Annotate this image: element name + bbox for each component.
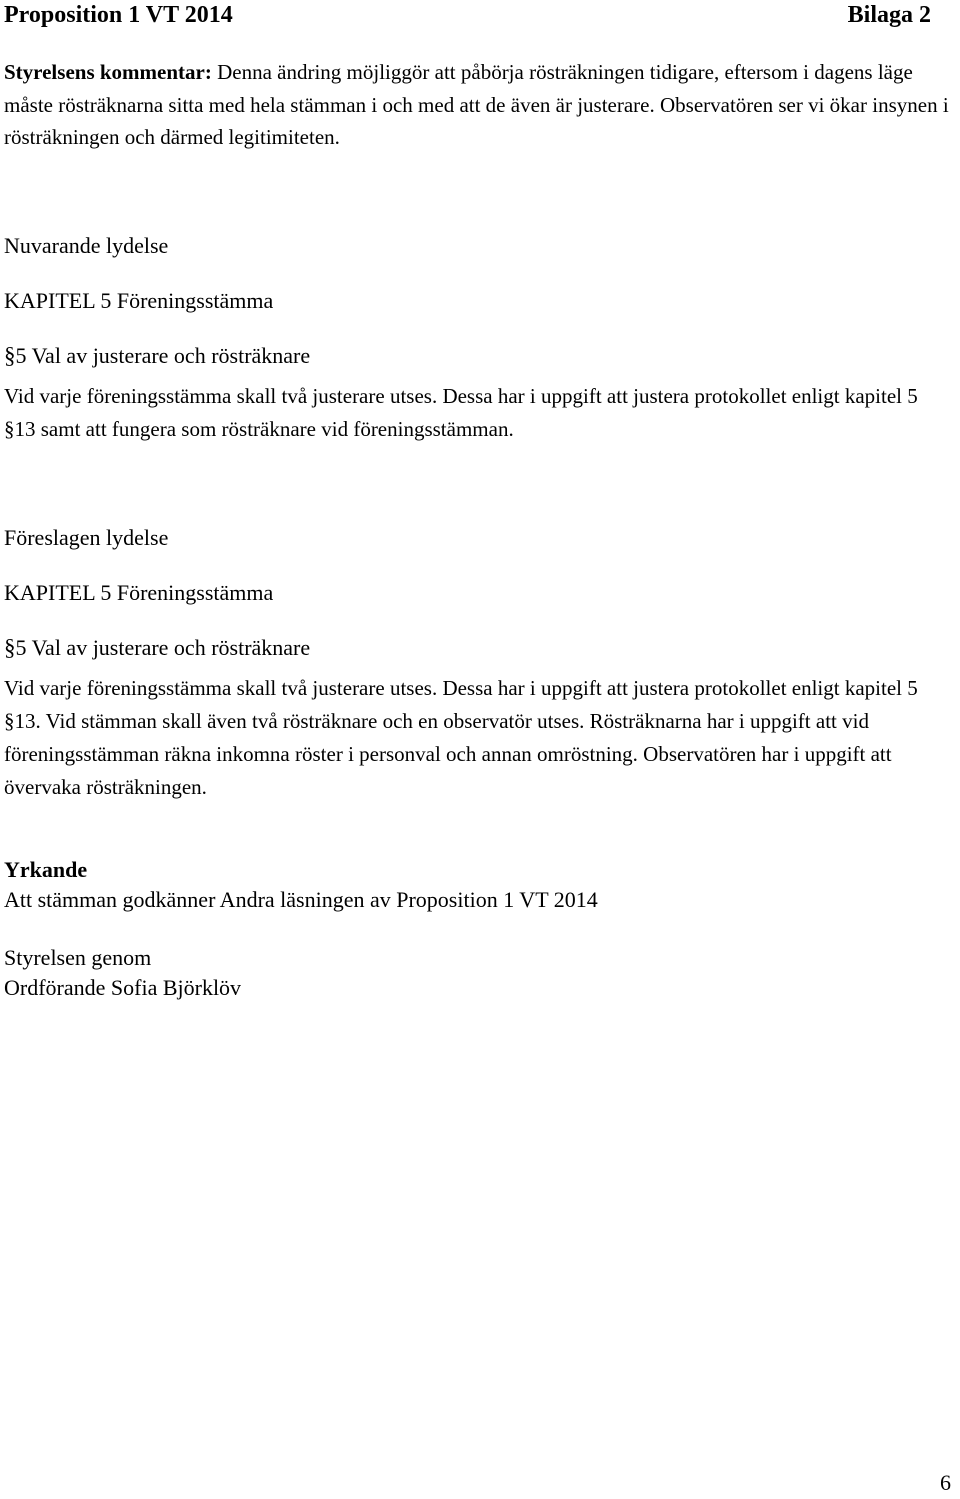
proposition-title: Proposition 1 VT 2014 xyxy=(4,1,233,28)
proposed-paragraph-label: 5 Val av justerare och rösträknare xyxy=(15,635,311,660)
current-paragraph-label: 5 Val av justerare och rösträknare xyxy=(15,343,311,368)
document-header xyxy=(4,0,931,30)
proposed-paragraph-text: Vid varje föreningsstämma skall två justerare utses. Dessa har i uppgift att justera protokollet enligt kapitel 5 §13. Vid stämman skall även två rösträknare och en observatör utses. Rösträknarna har i uppgift att vid föreningsstämman räkna inkomna röster i personval och annan omröstning. Observatören har i uppgift att övervaka rösträkningen. xyxy=(4,676,918,799)
demand-heading: Yrkande xyxy=(4,857,88,882)
current-chapter-title: KAPITEL 5 Föreningsstämma xyxy=(4,288,274,313)
proposed-section-sign: § xyxy=(4,635,16,660)
current-paragraph-text: Vid varje föreningsstämma skall två justerare utses. Dessa har i uppgift att justera protokollet enligt kapitel 5 §13 samt att fungera som rösträknare vid föreningsstämman. xyxy=(4,384,918,441)
signature-line-2: Ordförande Sofia Björklöv xyxy=(4,975,242,1000)
page-number: 6 xyxy=(940,1470,951,1495)
attachment-label: Bilaga 2 xyxy=(847,1,931,28)
demand-text: Att stämman godkänner Andra läsningen av Proposition 1 VT 2014 xyxy=(4,887,598,912)
proposed-chapter-title: KAPITEL 5 Föreningsstämma xyxy=(4,580,274,605)
proposed-paragraph-title xyxy=(4,634,310,662)
current-wording-heading: Nuvarande lydelse xyxy=(4,233,169,258)
commentary-text: Denna ändring möjliggör att påbörja rösträkningen tidigare, eftersom i dagens läge måste rösträknarna sitta med hela stämman i och med att de även är justerare. Observatören ser vi ökar insynen i rösträkningen och därmed legitimiteten. xyxy=(4,60,949,149)
current-section-sign: § xyxy=(4,343,16,368)
board-commentary xyxy=(4,56,952,154)
commentary-lead: Styrelsens kommentar: xyxy=(4,60,212,84)
signature-line-1: Styrelsen genom xyxy=(4,945,152,970)
current-paragraph-title xyxy=(4,342,310,370)
proposed-wording-heading: Föreslagen lydelse xyxy=(4,525,169,550)
